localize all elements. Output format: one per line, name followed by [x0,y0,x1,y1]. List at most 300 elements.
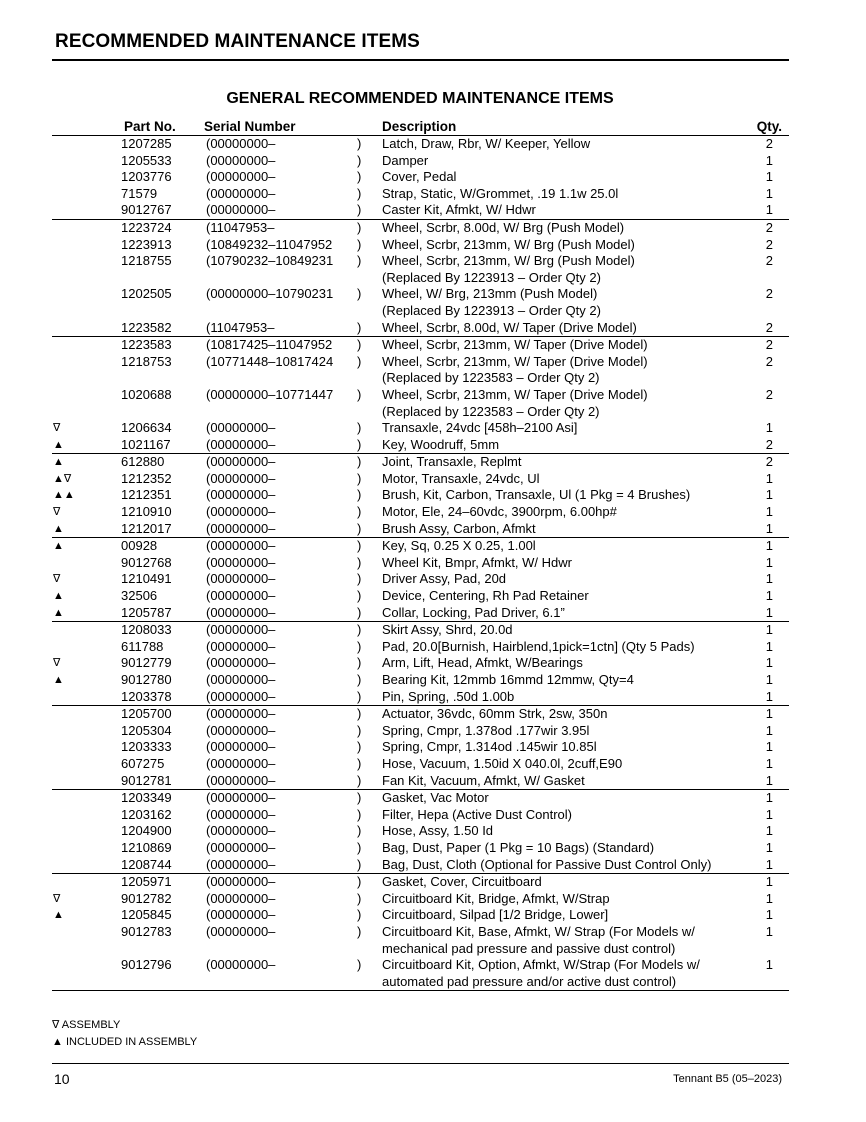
table-row [52,790,789,807]
part-number: 1205845 [121,907,172,923]
row-group [52,621,789,705]
description [382,790,744,807]
description-line: Joint, Transaxle, Replmt [382,454,522,470]
description-line: Pin, Spring, .50d 1.00b [382,688,515,704]
description-line: Fan Kit, Vacuum, Afmkt, W/ Gasket [382,772,585,788]
description-line: Brush, Kit, Carbon, Transaxle, Ul (1 Pkg = 4 Brushes) [382,487,691,503]
table-row [52,840,789,857]
description-line: Wheel, Scrbr, 213mm, W/ Brg (Push Model) [382,236,635,252]
description [382,672,744,689]
table-row [52,588,789,605]
serial-number: (00000000– [206,672,276,687]
description-line: Damper [382,152,429,168]
part-number: 1218755 [121,253,172,269]
description [382,237,744,254]
serial-close-paren: ) [357,554,362,570]
serial-close-paren: ) [357,152,362,168]
table-row [52,320,789,337]
part-number: 9012780 [121,672,172,687]
description [382,891,744,908]
assembly-symbol: ▲ [53,522,64,535]
part-number: 32506 [121,588,158,604]
table-row [52,874,789,891]
serial-close-paren: ) [357,839,362,855]
assembly-symbol: ▲ [53,909,64,922]
serial-number: (00000000– [206,470,276,486]
assembly-symbol: ▲ [53,606,64,619]
description [382,320,744,337]
description-line: Wheel, Scrbr, 213mm, W/ Brg (Push Model) [382,253,635,269]
serial-close-paren: ) [357,319,362,335]
quantity: 2 [765,253,773,269]
quantity: 2 [765,386,773,402]
part-number: 9012779 [121,655,172,671]
quantity: 1 [765,790,773,806]
quantity: 2 [765,337,773,353]
table-row [52,437,789,454]
part-number: 1020688 [121,386,172,402]
table-row [52,337,789,354]
serial-number: (00000000– [206,790,276,806]
description-line: Spring, Cmpr, 1.378od .177wir 3.95l [382,722,590,738]
table-row [52,220,789,237]
table-row [52,202,789,219]
table-row [52,286,789,319]
quantity: 1 [765,588,773,604]
quantity: 1 [765,420,773,436]
row-group [52,705,789,789]
description-line: Device, Centering, Rh Pad Retainer [382,588,589,604]
serial-close-paren: ) [357,755,362,771]
serial-number: (00000000– [206,436,276,452]
serial-close-paren: ) [357,337,362,353]
row-group [52,336,789,453]
table-row [52,756,789,773]
serial-close-paren: ) [357,286,362,302]
serial-number: (00000000– [206,202,276,218]
assembly-symbol: ∇ [53,892,61,905]
row-group [52,873,789,990]
quantity: 1 [765,706,773,722]
footer-document-info: Tennant B5 (05–2023) [673,1073,782,1085]
quantity: 1 [765,722,773,738]
assembly-symbol: ▲∇ [53,472,72,485]
serial-close-paren: ) [357,436,362,452]
description [382,555,744,572]
description [382,186,744,203]
quantity: 1 [765,739,773,755]
description-line: automated pad pressure and/or active dust control) [382,973,677,989]
description-line: Circuitboard Kit, Option, Afmkt, W/Strap (For Models w/ [382,957,700,973]
legend-assembly: ∇ ASSEMBLY [52,1019,121,1031]
description-line: (Replaced By 1223913 – Order Qty 2) [382,302,601,318]
part-number: 1208033 [121,622,172,638]
quantity: 1 [765,907,773,923]
column-header-part-no: Part No. [124,119,176,134]
serial-number: (00000000– [206,136,276,151]
table-row [52,907,789,924]
table-row [52,387,789,420]
legend-included-in-assembly: ▲ INCLUDED IN ASSEMBLY [52,1036,198,1048]
serial-close-paren: ) [357,688,362,704]
description [382,454,744,471]
quantity: 1 [765,504,773,520]
part-number: 1202505 [121,286,172,302]
part-number: 1205971 [121,874,172,890]
part-number: 1212017 [121,520,172,536]
serial-close-paren: ) [357,353,362,369]
description [382,622,744,639]
part-number: 1203333 [121,739,172,755]
description [382,504,744,521]
serial-number: (00000000– [206,571,276,587]
column-header-serial-number: Serial Number [204,119,296,134]
assembly-symbol: ▲ [53,540,64,553]
part-number: 1207285 [121,136,172,151]
quantity: 1 [765,169,773,185]
description-line: Gasket, Cover, Circuitboard [382,874,542,890]
description-line: Key, Sq, 0.25 X 0.25, 1.00l [382,538,536,554]
serial-close-paren: ) [357,923,362,939]
serial-number: (00000000– [206,588,276,604]
description-line: Filter, Hepa (Active Dust Control) [382,806,573,822]
description-line: Arm, Lift, Head, Afmkt, W/Bearings [382,655,583,671]
serial-number: (10817425–11047952 [206,337,333,353]
description-line: Spring, Cmpr, 1.314od .145wir 10.85l [382,739,597,755]
part-number: 1212351 [121,487,172,503]
serial-close-paren: ) [357,957,362,973]
part-number: 1204900 [121,823,172,839]
serial-number: (00000000– [206,638,276,654]
serial-number: (00000000– [206,538,276,554]
quantity: 1 [765,152,773,168]
serial-number: (00000000– [206,890,276,906]
quantity: 1 [765,772,773,788]
quantity: 1 [765,470,773,486]
row-group [52,219,789,336]
quantity: 1 [765,487,773,503]
description [382,437,744,454]
description [382,286,744,319]
part-number: 9012783 [121,923,172,939]
description-line: Wheel, Scrbr, 213mm, W/ Taper (Drive Model) [382,353,648,369]
description-line: Actuator, 36vdc, 60mm Strk, 2sw, 350n [382,706,608,722]
description-line: Strap, Static, W/Grommet, .19 1.1w 25.0l [382,185,619,201]
assembly-symbol: ▲ [53,674,64,686]
table-row [52,454,789,471]
quantity: 1 [765,672,773,687]
table-row [52,471,789,488]
table-row [52,605,789,622]
serial-close-paren: ) [357,722,362,738]
description-line: (Replaced by 1223583 – Order Qty 2) [382,370,600,386]
description [382,420,744,437]
assembly-symbol: ▲ [53,590,64,603]
table-row [52,153,789,170]
serial-number: (00000000– [206,420,276,436]
serial-number: (00000000– [206,504,276,520]
row-group [52,789,789,873]
table-row [52,555,789,572]
description [382,706,744,723]
serial-close-paren: ) [357,772,362,788]
quantity: 1 [765,890,773,906]
part-number: 71579 [121,185,158,201]
serial-close-paren: ) [357,874,362,890]
part-number: 612880 [121,454,165,470]
assembly-symbol: ▲ [53,438,64,451]
part-number: 1212352 [121,470,172,486]
description [382,874,744,891]
serial-close-paren: ) [357,622,362,638]
description [382,807,744,824]
quantity: 1 [765,755,773,771]
part-number: 00928 [121,538,158,554]
serial-number: (00000000– [206,604,276,620]
quantity: 2 [765,286,773,302]
assembly-symbol: ▲▲ [53,489,75,502]
column-header-description: Description [382,119,457,134]
description [382,487,744,504]
quantity: 1 [765,839,773,855]
table-row [52,891,789,908]
quantity: 1 [765,571,773,587]
serial-number: (00000000– [206,688,276,704]
quantity: 1 [765,856,773,872]
row-group [52,453,789,537]
description [382,957,744,990]
description [382,756,744,773]
serial-close-paren: ) [357,890,362,906]
description [382,907,744,924]
serial-number: (00000000– [206,856,276,872]
assembly-symbol: ∇ [53,422,61,435]
assembly-symbol: ∇ [53,657,61,670]
description-line: Wheel Kit, Bmpr, Afmkt, W/ Hdwr [382,554,572,570]
serial-close-paren: ) [357,604,362,620]
section-title: GENERAL RECOMMENDED MAINTENANCE ITEMS [226,90,614,107]
description [382,588,744,605]
quantity: 1 [765,622,773,638]
serial-number: (00000000– [206,655,276,671]
quantity: 2 [765,236,773,252]
description-line: Wheel, Scrbr, 8.00d, W/ Brg (Push Model) [382,219,625,235]
serial-close-paren: ) [357,136,362,151]
description-line: (Replaced by 1223583 – Order Qty 2) [382,403,600,419]
table-bottom-rule [52,990,789,991]
description [382,857,744,874]
part-number: 1205533 [121,152,172,168]
table-row [52,706,789,723]
description-line: Pad, 20.0[Burnish, Hairblend,1pick=1ctn] (Qty 5 Pads) [382,638,695,654]
description-line: Wheel, Scrbr, 8.00d, W/ Taper (Drive Model) [382,319,637,335]
serial-number: (00000000– [206,874,276,890]
description-line: Bag, Dust, Cloth (Optional for Passive Dust Control Only) [382,856,712,872]
serial-close-paren: ) [357,454,362,470]
table-row [52,169,789,186]
part-number: 1210869 [121,839,172,855]
description [382,571,744,588]
description [382,153,744,170]
serial-close-paren: ) [357,571,362,587]
table-row [52,924,789,957]
serial-close-paren: ) [357,520,362,536]
part-number: 1223913 [121,236,172,252]
serial-number: (00000000– [206,454,276,470]
description-line: Motor, Transaxle, 24vdc, Ul [382,470,540,486]
table-body [52,135,789,990]
serial-close-paren: ) [357,386,362,402]
serial-number: (00000000–10790231 [206,286,334,302]
table-row [52,672,789,689]
serial-number: (00000000– [206,185,276,201]
serial-number: (00000000– [206,957,276,973]
description [382,387,744,420]
description-line: Transaxle, 24vdc [458h–2100 Asi] [382,420,578,436]
serial-number: (00000000–10771447 [206,386,334,402]
quantity: 1 [765,806,773,822]
description-line: Brush Assy, Carbon, Afmkt [382,520,536,536]
part-number: 1203378 [121,688,172,704]
part-number: 1021167 [121,436,171,452]
description [382,136,744,153]
table-row [52,521,789,538]
description-line: Bag, Dust, Paper (1 Pkg = 10 Bags) (Standard) [382,839,655,855]
serial-close-paren: ) [357,706,362,722]
serial-close-paren: ) [357,470,362,486]
description-line: Hose, Assy, 1.50 Id [382,823,494,839]
serial-number: (00000000– [206,907,276,923]
part-number: 1205304 [121,722,172,738]
quantity: 1 [765,823,773,839]
part-number: 1203776 [121,169,172,185]
part-number: 9012796 [121,957,172,973]
part-number: 9012782 [121,890,172,906]
description [382,689,744,706]
table-header [52,118,789,135]
description-line: Hose, Vacuum, 1.50id X 040.0l, 2cuff,E90 [382,755,623,771]
quantity: 2 [765,319,773,335]
serial-close-paren: ) [357,236,362,252]
description-line: Latch, Draw, Rbr, W/ Keeper, Yellow [382,136,591,151]
table-row [52,773,789,790]
serial-close-paren: ) [357,672,362,687]
part-number: 1205787 [121,604,172,620]
table-row [52,723,789,740]
table-row [52,538,789,555]
assembly-symbol: ▲ [53,456,64,469]
part-number: 611788 [121,638,164,654]
quantity: 1 [765,688,773,704]
column-header-qty: Qty. [756,119,782,134]
description [382,169,744,186]
serial-close-paren: ) [357,790,362,806]
table-row [52,857,789,874]
description-line: Motor, Ele, 24–60vdc, 3900rpm, 6.00hp# [382,504,617,520]
part-number: 1218753 [121,353,172,369]
serial-close-paren: ) [357,806,362,822]
description-line: Circuitboard Kit, Base, Afmkt, W/ Strap (For Models w/ [382,923,695,939]
page-number: 10 [54,1071,70,1087]
description-line: Bearing Kit, 12mmb 16mmd 12mmw, Qty=4 [382,672,634,687]
serial-number: (00000000– [206,152,276,168]
serial-number: (10790232–10849231 [206,253,334,269]
table-row [52,487,789,504]
table-row [52,655,789,672]
footer-rule [52,1063,789,1064]
serial-number: (00000000– [206,169,276,185]
quantity: 1 [765,520,773,536]
part-number: 1223583 [121,337,172,353]
serial-number: (11047953– [206,219,275,235]
part-number: 1208744 [121,856,172,872]
serial-close-paren: ) [357,504,362,520]
description-line: Cover, Pedal [382,169,457,185]
parts-table [52,118,789,991]
description-line: Gasket, Vac Motor [382,790,489,806]
serial-number: (00000000– [206,923,276,939]
header-rule [52,59,789,61]
part-number: 1205700 [121,706,172,722]
serial-number: (00000000– [206,554,276,570]
serial-close-paren: ) [357,420,362,436]
table-row [52,823,789,840]
serial-number: (00000000– [206,739,276,755]
description-line: Circuitboard Kit, Bridge, Afmkt, W/Strap [382,890,610,906]
serial-close-paren: ) [357,655,362,671]
serial-number: (00000000– [206,706,276,722]
serial-number: (11047953– [206,319,275,335]
part-number: 9012768 [121,554,172,570]
quantity: 1 [765,604,773,620]
serial-close-paren: ) [357,588,362,604]
row-group [52,537,789,621]
description-line: Driver Assy, Pad, 20d [382,571,507,587]
description [382,655,744,672]
description-line: Wheel, Scrbr, 213mm, W/ Taper (Drive Model) [382,337,648,353]
description-line: Circuitboard, Silpad [1/2 Bridge, Lower] [382,907,609,923]
quantity: 1 [765,538,773,554]
part-number: 607275 [121,755,165,771]
serial-close-paren: ) [357,202,362,218]
serial-close-paren: ) [357,907,362,923]
serial-close-paren: ) [357,169,362,185]
description-line: Skirt Assy, Shrd, 20.0d [382,622,513,638]
quantity: 1 [765,655,773,671]
table-row [52,136,789,153]
row-group [52,135,789,219]
table-row [52,689,789,706]
quantity: 2 [765,136,773,151]
part-number: 9012767 [121,202,172,218]
description [382,354,744,387]
quantity: 1 [765,874,773,890]
part-number: 1203162 [121,806,172,822]
quantity: 2 [765,436,773,452]
part-number: 9012781 [121,772,172,788]
part-number: 1210491 [121,571,172,587]
serial-close-paren: ) [357,638,362,654]
serial-close-paren: ) [357,856,362,872]
quantity: 2 [765,219,773,235]
table-row [52,571,789,588]
quantity: 1 [765,202,773,218]
serial-number: (00000000– [206,772,276,788]
table-row [52,420,789,437]
table-row [52,504,789,521]
serial-number: (00000000– [206,487,276,503]
serial-number: (10849232–11047952 [206,236,333,252]
